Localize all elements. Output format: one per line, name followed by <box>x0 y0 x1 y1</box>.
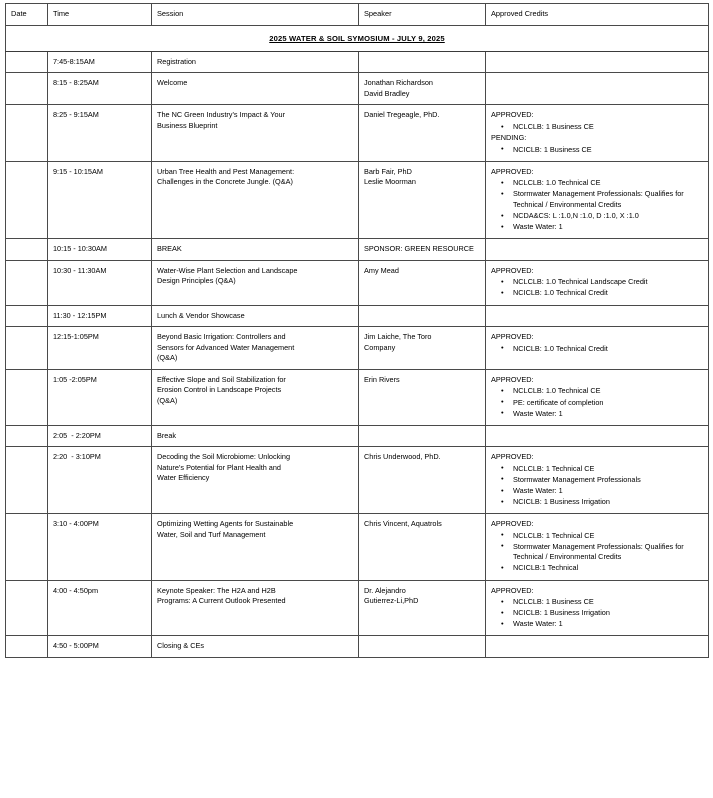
session-line: Water, Soil and Turf Management <box>157 529 266 539</box>
session-line: Water Efficiency <box>157 473 210 483</box>
session-line: Design Principles (Q&A) <box>157 276 236 286</box>
cell-session <box>152 636 359 658</box>
cell-date <box>6 51 48 73</box>
cell-speaker <box>359 327 486 370</box>
speaker-line: Jonathan Richardson <box>364 78 433 88</box>
cell-date <box>6 327 48 370</box>
table-row <box>6 161 709 238</box>
cell-credits <box>486 580 709 636</box>
credit-list <box>491 386 703 419</box>
table-header <box>6 4 709 26</box>
cell-time: 1:05 -2:05PM <box>48 369 152 425</box>
cell-session <box>152 161 359 238</box>
cell-date <box>6 73 48 105</box>
credit-list <box>491 122 703 133</box>
cell-speaker <box>359 447 486 514</box>
cell-time: 9:15 - 10:15AM <box>48 161 152 238</box>
table-body <box>6 25 709 657</box>
cell-time: 12:15-1:05PM <box>48 327 152 370</box>
cell-speaker <box>359 636 486 658</box>
cell-time: 11:30 - 12:15PM <box>48 305 152 327</box>
session-line: The NC Green Industry’s Impact & Your <box>157 110 286 120</box>
cell-credits <box>486 239 709 261</box>
speaker-line: David Bradley <box>364 88 410 98</box>
session-line: Nature’s Potential for Plant Health and <box>157 462 281 472</box>
cell-credits <box>486 105 709 161</box>
cell-speaker <box>359 369 486 425</box>
column-header-credits: Approved Credits <box>486 4 709 26</box>
cell-speaker <box>359 425 486 447</box>
cell-speaker <box>359 51 486 73</box>
session-line: Welcome <box>157 78 188 88</box>
credit-item: • NCLCLB: 1 Technical CE <box>513 464 703 475</box>
speaker-line: Amy Mead <box>364 265 399 275</box>
speaker-line: Company <box>364 342 396 352</box>
cell-speaker <box>359 105 486 161</box>
table-row <box>6 305 709 327</box>
session-line: Effective Slope and Soil Stabilization for <box>157 374 286 384</box>
session-line: Optimizing Wetting Agents for Sustainable <box>157 519 294 529</box>
session-line: Registration <box>157 56 196 66</box>
cell-session <box>152 51 359 73</box>
session-line: Programs: A Current Outlook Presented <box>157 596 286 606</box>
table-row <box>6 447 709 514</box>
speaker-line: SPONSOR: GREEN RESOURCE <box>364 244 474 254</box>
speaker-line: Dr. Alejandro <box>364 585 406 595</box>
table-row <box>6 425 709 447</box>
speaker-line: Jim Laiche, The Toro <box>364 332 432 342</box>
session-line: (Q&A) <box>157 353 178 363</box>
column-header-date: Date <box>6 4 48 26</box>
cell-date <box>6 636 48 658</box>
credit-item: • Waste Water: 1 <box>513 486 703 497</box>
cell-time: 2:20 - 3:10PM <box>48 447 152 514</box>
credits-status-label: PENDING: <box>491 133 527 143</box>
cell-speaker <box>359 305 486 327</box>
session-line: Erosion Control in Landscape Projects <box>157 385 282 395</box>
cell-credits <box>486 369 709 425</box>
session-line: Lunch & Vendor Showcase <box>157 310 245 320</box>
agenda-table <box>5 3 709 658</box>
session-line: Break <box>157 430 177 440</box>
credit-item: • NCICLB:1 Technical <box>513 563 703 574</box>
table-row <box>6 105 709 161</box>
cell-session <box>152 105 359 161</box>
session-line: Keynote Speaker: The H2A and H2B <box>157 585 276 595</box>
cell-time: 4:00 - 4:50pm <box>48 580 152 636</box>
session-line: Beyond Basic Irrigation: Controllers and <box>157 332 286 342</box>
cell-session <box>152 425 359 447</box>
credit-item: • PE: certificate of completion <box>513 398 703 409</box>
credit-item: • NCICLB: 1 Business Irrigation <box>513 608 703 619</box>
credits-status-label: APPROVED: <box>491 452 534 462</box>
credit-item: • NCICLB: 1.0 Technical Credit <box>513 344 703 355</box>
table-row <box>6 73 709 105</box>
credit-item: • NCICLB: 1 Business Irrigation <box>513 497 703 508</box>
event-title-text: 2025 WATER & SOIL SYMOSIUM - JULY 9, 2025 <box>269 33 445 43</box>
session-line: Urban Tree Health and Pest Management: <box>157 166 295 176</box>
cell-credits <box>486 305 709 327</box>
cell-time: 8:25 - 9:15AM <box>48 105 152 161</box>
cell-credits <box>486 425 709 447</box>
cell-speaker <box>359 260 486 305</box>
session-line: Water-Wise Plant Selection and Landscape <box>157 265 298 275</box>
cell-date <box>6 580 48 636</box>
credit-item: • NCLCLB: 1.0 Technical Landscape Credit <box>513 277 703 288</box>
credit-list <box>491 344 703 355</box>
table-row <box>6 636 709 658</box>
credit-list <box>491 464 703 508</box>
table-row <box>6 51 709 73</box>
credit-list <box>491 145 703 156</box>
credit-item: • NCLCLB: 1.0 Technical CE <box>513 178 703 189</box>
credit-item: • Stormwater Management Professionals: Qualifies for Technical / Environmental Credits <box>513 189 703 210</box>
credit-item: • Stormwater Management Professionals: Qualifies for Technical / Environmental Credits <box>513 542 703 563</box>
cell-session <box>152 260 359 305</box>
cell-date <box>6 369 48 425</box>
cell-session <box>152 580 359 636</box>
speaker-line: Chris Vincent, Aquatrols <box>364 519 442 529</box>
table-row <box>6 327 709 370</box>
credit-list <box>491 178 703 232</box>
session-line: Sensors for Advanced Water Management <box>157 342 295 352</box>
credits-status-label: APPROVED: <box>491 585 534 595</box>
table-row <box>6 369 709 425</box>
column-header-time: Time <box>48 4 152 26</box>
speaker-line: Barb Fair, PhD <box>364 166 412 176</box>
credit-list <box>491 597 703 630</box>
cell-session <box>152 369 359 425</box>
cell-credits <box>486 514 709 580</box>
credit-list <box>491 531 703 574</box>
session-line: (Q&A) <box>157 396 178 406</box>
speaker-line: Chris Underwood, PhD. <box>364 452 441 462</box>
speaker-line: Leslie Moorman <box>364 177 416 187</box>
cell-date <box>6 105 48 161</box>
cell-time: 3:10 - 4:00PM <box>48 514 152 580</box>
cell-time: 2:05 - 2:20PM <box>48 425 152 447</box>
credit-item: • Waste Water: 1 <box>513 619 703 630</box>
credits-status-label: APPROVED: <box>491 519 534 529</box>
credit-item: • NCLCLB: 1 Business CE <box>513 597 703 608</box>
column-header-speaker: Speaker <box>359 4 486 26</box>
event-title-row <box>6 25 709 51</box>
credit-item: • Waste Water: 1 <box>513 222 703 233</box>
cell-date <box>6 447 48 514</box>
cell-date <box>6 161 48 238</box>
credit-item: • Stormwater Management Professionals <box>513 475 703 486</box>
cell-session <box>152 447 359 514</box>
credit-item: • NCDA&CS: L :1.0,N :1.0, D :1.0, X :1.0 <box>513 211 703 222</box>
cell-credits <box>486 73 709 105</box>
session-line: BREAK <box>157 244 182 254</box>
cell-credits <box>486 260 709 305</box>
cell-speaker <box>359 73 486 105</box>
table-row <box>6 260 709 305</box>
credits-status-label: APPROVED: <box>491 332 534 342</box>
credit-item: • NCLCLB: 1.0 Technical CE <box>513 386 703 397</box>
session-line: Closing & CEs <box>157 641 205 651</box>
credit-item: • NCICLB: 1.0 Technical Credit <box>513 288 703 299</box>
credits-status-label: APPROVED: <box>491 265 534 275</box>
cell-time: 4:50 - 5:00PM <box>48 636 152 658</box>
cell-speaker <box>359 580 486 636</box>
cell-credits <box>486 327 709 370</box>
credit-item: • Waste Water: 1 <box>513 409 703 420</box>
credits-status-label: APPROVED: <box>491 110 534 120</box>
header-row <box>6 4 709 26</box>
cell-credits <box>486 447 709 514</box>
credit-item: • NCICLB: 1 Business CE <box>513 145 703 156</box>
cell-time: 8:15 - 8:25AM <box>48 73 152 105</box>
cell-date <box>6 260 48 305</box>
table-row <box>6 239 709 261</box>
cell-session <box>152 305 359 327</box>
cell-time: 10:30 - 11:30AM <box>48 260 152 305</box>
credit-list <box>491 277 703 299</box>
credit-item: • NCLCLB: 1 Technical CE <box>513 531 703 542</box>
cell-speaker <box>359 161 486 238</box>
cell-credits <box>486 161 709 238</box>
cell-session <box>152 73 359 105</box>
session-line: Decoding the Soil Microbiome: Unlocking <box>157 452 291 462</box>
cell-speaker <box>359 239 486 261</box>
event-title-cell <box>6 25 709 51</box>
table-row <box>6 514 709 580</box>
cell-date <box>6 305 48 327</box>
cell-speaker <box>359 514 486 580</box>
session-line: Business Blueprint <box>157 121 218 131</box>
cell-date <box>6 425 48 447</box>
session-line: Challenges in the Concrete Jungle. (Q&A) <box>157 177 293 187</box>
speaker-line: Daniel Tregeagle, PhD. <box>364 110 440 120</box>
column-header-session: Session <box>152 4 359 26</box>
speaker-line: Erin Rivers <box>364 374 400 384</box>
cell-time: 10:15 - 10:30AM <box>48 239 152 261</box>
cell-credits <box>486 636 709 658</box>
cell-date <box>6 514 48 580</box>
table-row <box>6 580 709 636</box>
credits-status-label: APPROVED: <box>491 374 534 384</box>
credit-item: • NCLCLB: 1 Business CE <box>513 122 703 133</box>
cell-credits <box>486 51 709 73</box>
cell-session <box>152 239 359 261</box>
cell-session <box>152 327 359 370</box>
cell-date <box>6 239 48 261</box>
cell-time: 7:45-8:15AM <box>48 51 152 73</box>
credits-status-label: APPROVED: <box>491 166 534 176</box>
cell-session <box>152 514 359 580</box>
speaker-line: Gutierrez-Li,PhD <box>364 596 419 606</box>
